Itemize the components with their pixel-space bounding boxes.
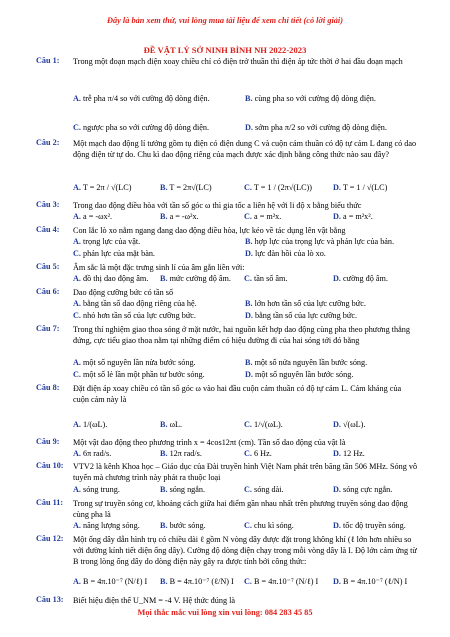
option: C. phản lực của mặt bàn. xyxy=(73,249,155,258)
option: A. bằng tần số dao động riêng của hệ. xyxy=(73,299,197,308)
option-letter: B. xyxy=(245,237,253,246)
option-letter: D. xyxy=(245,249,253,258)
option: D. cường độ âm. xyxy=(333,274,388,283)
option: A. B = 4π.10⁻⁷ (N/ℓ) I xyxy=(73,577,148,586)
option: D. bằng tần số của lực cưỡng bức. xyxy=(245,311,358,320)
option-letter: A. xyxy=(73,485,81,494)
option: B. a = -ω²x. xyxy=(160,212,199,221)
option-letter: D. xyxy=(333,420,341,429)
question-text: Trong dao động điều hòa với tần số góc ω thì gia tốc a liên hệ với li độ x bằng biểu thức xyxy=(73,201,362,210)
option: C. a = m²x. xyxy=(244,212,282,221)
option-letter: C. xyxy=(73,249,81,258)
option-letter: A. xyxy=(73,237,81,246)
option: B. mức cường độ âm. xyxy=(160,274,231,283)
question-text: Trong thí nghiệm giao thoa sóng ở mặt nước, hai nguồn kết hợp dao động cùng pha theo phương thẳng đứng, cực tiểu giao thoa nằm tại những điểm có hiệu đường đi của hai sóng tới đó bằng xyxy=(73,325,410,345)
option-letter: D. xyxy=(245,311,253,320)
option-letter: D. xyxy=(333,274,341,283)
preview-notice: Đây là bản xem thử, vui lòng mua tài liệu để xem chi tiết (có lời giải) xyxy=(107,16,343,25)
option-letter: D. xyxy=(245,123,253,132)
option: A. 1/(ωL). xyxy=(73,420,108,429)
option-letter: D. xyxy=(333,485,341,494)
question-text: Biết hiệu điện thế U_NM = -4 V. Hệ thức đúng là xyxy=(73,596,236,605)
option: D. tốc độ truyền sóng. xyxy=(333,521,406,530)
question-label: Câu 2: xyxy=(36,138,60,147)
option-letter: A. xyxy=(73,420,81,429)
question-text: Trong sự truyền sóng cơ, khoảng cách giữa hai điểm gần nhau nhất trên phương truyền sóng dao động cùng pha là xyxy=(73,499,408,519)
question-label: Câu 9: xyxy=(36,437,60,446)
question-text: Một vật dao động theo phương trình x = 4cos12πt (cm). Tần số dao động của vật là xyxy=(73,438,346,447)
option: D. một số nguyên lần bước sóng. xyxy=(245,370,354,379)
option-letter: A. xyxy=(73,358,81,367)
question-text: Một mạch dao động lí tưởng gồm tụ điện có điện dung C và cuộn cảm thuần có độ tự cảm L đang có dao động điện từ tự do. Chu kì dao động riêng của mạch được xác định bằng công thức nào sau đây? xyxy=(73,139,417,159)
option-letter: D. xyxy=(333,183,341,192)
option: C. ngược pha so với cường độ dòng điện. xyxy=(73,123,210,132)
option: D. T = 1 / √(LC) xyxy=(333,183,388,192)
question-label: Câu 3: xyxy=(36,200,60,209)
option-letter: B. xyxy=(160,274,168,283)
question-label: Câu 11: xyxy=(36,498,64,507)
option-letter: A. xyxy=(73,299,81,308)
option-letter: C. xyxy=(244,212,252,221)
option-letter: A. xyxy=(73,212,81,221)
question-label: Câu 5: xyxy=(36,262,60,271)
option-letter: A. xyxy=(73,521,81,530)
option-letter: C. xyxy=(73,311,81,320)
option: A. sóng trung. xyxy=(73,485,120,494)
option: A. một số nguyên lần nửa bước sóng. xyxy=(73,358,196,367)
option: B. ωL. xyxy=(160,420,182,429)
question-label: Câu 13: xyxy=(36,595,64,604)
option: B. B = 4π.10⁻⁷ (ℓ/N) I xyxy=(160,577,234,586)
option: B. cùng pha so với cường độ dòng điện. xyxy=(245,94,376,103)
option: C. 1/√(ωL). xyxy=(244,420,283,429)
option-letter: B. xyxy=(245,299,253,308)
question-text: Trong một đoạn mạch điện xoay chiều chỉ có điện trở thuần thì điện áp tức thời ở hai đầu đoạn mạch xyxy=(73,57,403,66)
option-letter: A. xyxy=(73,449,81,458)
question-label: Câu 7: xyxy=(36,324,60,333)
question-label: Câu 1: xyxy=(36,56,60,65)
option: D. lực đàn hồi của lò xo. xyxy=(245,249,326,258)
option-letter: A. xyxy=(73,577,81,586)
option: B. một số nửa nguyên lần bước sóng. xyxy=(245,358,368,367)
option-letter: C. xyxy=(244,449,252,458)
question-label: Câu 6: xyxy=(36,287,60,296)
option: B. sóng ngắn. xyxy=(160,485,206,494)
option-letter: B. xyxy=(160,420,168,429)
option: D. B = 4π.10⁻⁷ (ℓ/N) I xyxy=(333,577,408,586)
option: A. năng lượng sóng. xyxy=(73,521,140,530)
option: A. trọng lực của vật. xyxy=(73,237,141,246)
option-letter: A. xyxy=(73,183,81,192)
question-text: VTV2 là kênh Khoa học – Giáo dục của Đài truyền hình Việt Nam phát trên băng tần 506 MHz. Sóng vô tuyến mà chương trình này phát ra thuộc loại xyxy=(73,462,418,482)
footer-contact: Mọi thắc mắc vui lòng xin vui lòng: 084 283 45 85 xyxy=(137,608,313,617)
option: C. chu kì sóng. xyxy=(244,521,294,530)
option: B. bước sóng. xyxy=(160,521,206,530)
option-letter: B. xyxy=(160,183,168,192)
option: C. sóng dài. xyxy=(244,485,284,494)
option-letter: D. xyxy=(333,577,341,586)
option: C. nhỏ hơn tần số của lực cưỡng bức. xyxy=(73,311,196,320)
option: D. a = m²x². xyxy=(333,212,373,221)
option-letter: B. xyxy=(245,358,253,367)
option-letter: A. xyxy=(73,94,81,103)
question-label: Câu 8: xyxy=(36,383,60,392)
option-letter: C. xyxy=(244,485,252,494)
option-letter: D. xyxy=(245,370,253,379)
option-letter: B. xyxy=(160,521,168,530)
option: A. 6π rad/s. xyxy=(73,449,112,458)
question-label: Câu 10: xyxy=(36,461,64,470)
option: D. 12 Hz. xyxy=(333,449,365,458)
option-letter: C. xyxy=(244,521,252,530)
option: D. √(ωL). xyxy=(333,420,366,429)
page-title: ĐỀ VẬT LÝ SỞ NINH BÌNH NH 2022-2023 xyxy=(143,45,307,55)
option-letter: C. xyxy=(244,420,252,429)
option-letter: A. xyxy=(73,274,81,283)
option-letter: D. xyxy=(333,521,341,530)
option: A. đồ thị dao động âm. xyxy=(73,274,149,283)
option: C. 6 Hz. xyxy=(244,449,272,458)
option: A. T = 2π / √(LC) xyxy=(73,183,132,192)
option: C. tần số âm. xyxy=(244,274,288,283)
option: C. T = 1 / (2π√(LC)) xyxy=(244,183,312,192)
option-letter: B. xyxy=(160,212,168,221)
option: C. một số lẻ lần một phần tư bước sóng. xyxy=(73,370,205,379)
question-label: Câu 4: xyxy=(36,225,60,234)
question-text: Một ống dây dẫn hình trụ có chiều dài ℓ gồm N vòng dây được đặt trong không khí (ℓ lớn hơn nhiều so với đường kính tiết diện ống dây). Cường độ dòng điện chạy trong mỗi vòng dây là I. Độ lớn cảm ứng từ B trong lòng ống dây do dòng điện này gây ra được tính bởi công thức: xyxy=(73,535,417,566)
option: D. sớm pha π/2 so với cường độ dòng điện. xyxy=(245,123,387,132)
option-letter: B. xyxy=(160,577,168,586)
option: A. a = -ωx². xyxy=(73,212,113,221)
option-letter: C. xyxy=(244,183,252,192)
question-text: Dao động cưỡng bức có tần số xyxy=(73,288,174,297)
option: B. 12π rad/s. xyxy=(160,449,202,458)
option-letter: C. xyxy=(73,123,81,132)
option: C. B = 4π.10⁻⁷ (N/ℓ) I xyxy=(244,577,319,586)
question-text: Âm sắc là một đặc trưng sinh lí của âm gắn liền với: xyxy=(73,263,245,272)
option-letter: D. xyxy=(333,212,341,221)
question-text: Con lắc lò xo nằm ngang đang dao động điều hòa, lực kéo về tác dụng lên vật bằng xyxy=(73,226,346,235)
option: B. T = 2π√(LC) xyxy=(160,183,212,192)
option-letter: C. xyxy=(244,274,252,283)
option: D. sóng cực ngắn. xyxy=(333,485,393,494)
option: A. trễ pha π/4 so với cường độ dòng điện. xyxy=(73,94,210,103)
question-text: Đặt điện áp xoay chiều có tần số góc ω vào hai đầu cuộn cảm thuần có độ tự cảm L. Cảm kháng của cuộn cảm này là xyxy=(73,384,402,404)
option-letter: C. xyxy=(73,370,81,379)
option-letter: D. xyxy=(333,449,341,458)
option-letter: B. xyxy=(245,94,253,103)
option-letter: B. xyxy=(160,485,168,494)
option-letter: C. xyxy=(244,577,252,586)
question-label: Câu 12: xyxy=(36,534,64,543)
option-letter: B. xyxy=(160,449,168,458)
option: B. hợp lực của trọng lực và phản lực của bản. xyxy=(245,237,395,246)
option: B. lớn hơn tần số của lực cưỡng bức. xyxy=(245,299,366,308)
